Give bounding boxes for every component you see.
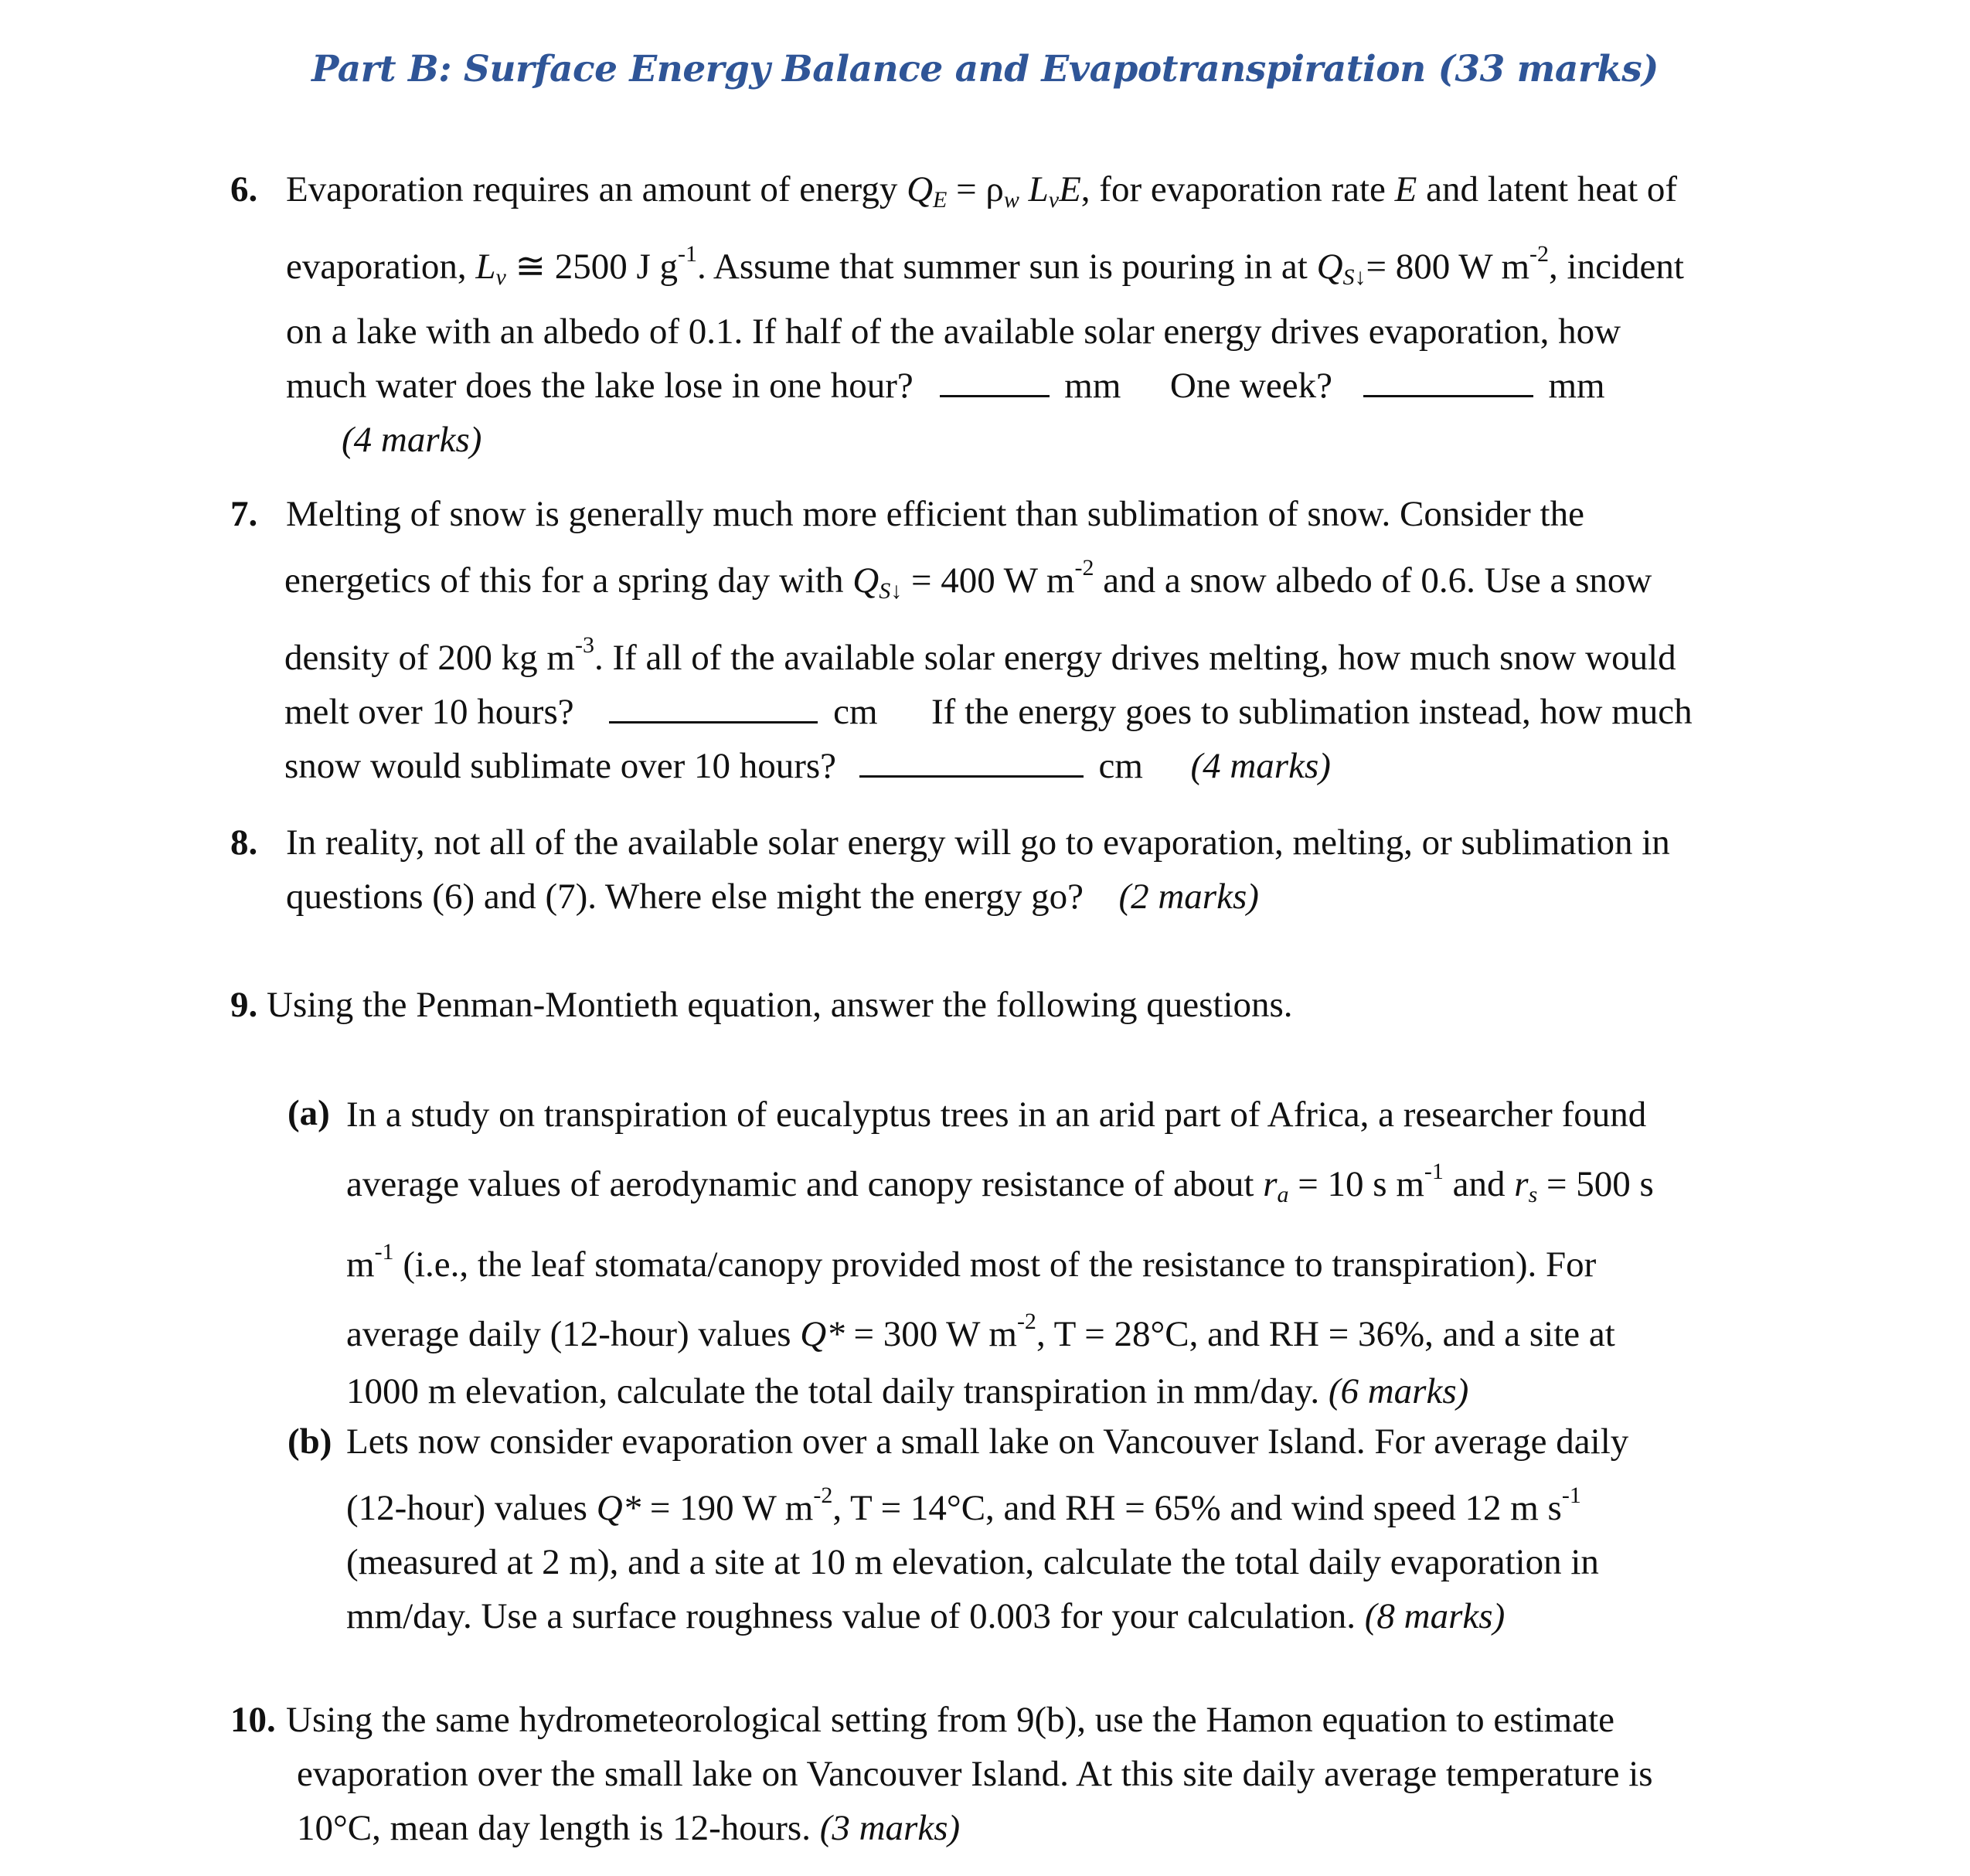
subquestion-label: (a) — [288, 1093, 330, 1133]
question-text-line — [346, 1469, 1799, 1535]
text: energetics of this for a spring day with — [284, 560, 853, 601]
question-text-line: Lets now consider evaporation over a small lake on Vancouver Island. For average daily — [346, 1421, 1629, 1462]
marks-label: (2 marks) — [1118, 877, 1259, 917]
question-text-line — [230, 978, 1776, 1032]
subscript: S↓ — [879, 578, 903, 604]
text: . If all of the available solar energy drives melting, how much snow would — [594, 638, 1676, 678]
text: questions (6) and (7). Where else might the energy go? — [286, 877, 1084, 917]
subscript: s — [1528, 1182, 1538, 1207]
symbol-l: L — [1019, 169, 1049, 209]
symbol-q: Q — [907, 169, 934, 209]
question-text-line: on a lake with an albedo of 0.1. If half of the available solar energy drives evaporation, how — [286, 312, 1621, 352]
subscript: w — [1003, 187, 1019, 213]
subscript: a — [1277, 1182, 1289, 1207]
subquestion-label: (b) — [288, 1421, 332, 1462]
text: = 190 W m — [641, 1488, 814, 1528]
text: snow would sublimate over 10 hours? — [284, 746, 837, 786]
answer-blank-hour[interactable] — [940, 364, 1050, 397]
text: (i.e., the leaf stomata/canopy provided most of the resistance to transpiration). For — [393, 1244, 1597, 1285]
question-text-line — [346, 1143, 1799, 1224]
unit-label: mm — [1548, 366, 1605, 406]
superscript: -1 — [678, 241, 697, 267]
question-text-line — [284, 685, 1791, 739]
text: ≅ 2500 J g — [505, 247, 678, 287]
unit-label: cm — [1098, 746, 1143, 786]
question-text-line — [346, 1293, 1799, 1363]
marks-label: (8 marks) — [1364, 1596, 1506, 1636]
marks-label: (6 marks) — [1328, 1371, 1469, 1411]
question-text-line — [284, 541, 1791, 618]
marks-label: (4 marks) — [1190, 746, 1331, 786]
symbol-l: L — [475, 247, 496, 287]
text: 1000 m elevation, calculate the total daily transpiration in mm/day. — [346, 1371, 1329, 1411]
text: One week? — [1169, 366, 1332, 406]
text: melt over 10 hours? — [284, 692, 574, 732]
text: mm/day. Use a surface roughness value of 0.003 for your calculation. — [346, 1596, 1365, 1636]
answer-blank-week[interactable] — [1363, 364, 1533, 397]
subscript: E — [933, 187, 948, 213]
text: = ρ — [947, 169, 1004, 209]
page-title: Part B: Surface Energy Balance and Evapotranspiration (33 marks) — [311, 48, 1659, 90]
text: (12-hour) values — [346, 1488, 597, 1528]
question-text-line — [346, 1363, 1799, 1420]
superscript: -3 — [574, 632, 594, 658]
marks-label: (4 marks) — [342, 420, 482, 460]
symbol-e: E — [1394, 169, 1417, 209]
question-number: 9. — [230, 985, 258, 1025]
superscript: -1 — [1424, 1159, 1444, 1184]
question-text-line: Using the same hydrometeorological setting from 9(b), use the Hamon equation to estimate — [286, 1700, 1614, 1740]
subscript: v — [1048, 187, 1060, 213]
text: , for evaporation rate — [1080, 169, 1395, 209]
text: and a snow albedo of 0.6. Use a snow — [1094, 560, 1652, 601]
text: = 800 W m — [1366, 247, 1530, 287]
text: average daily (12-hour) values — [346, 1314, 801, 1354]
text: . Assume that summer sun is pouring in at — [697, 247, 1317, 287]
question-text-line — [286, 227, 1793, 305]
text: and latent heat of — [1417, 169, 1678, 209]
question-text-line — [346, 1589, 1799, 1643]
superscript: -2 — [813, 1483, 833, 1508]
text: Evaporation requires an amount of energy — [286, 169, 907, 209]
question-text-line — [286, 359, 1793, 413]
question-text-line: In reality, not all of the available solar energy will go to evaporation, melting, or sublimation in — [286, 822, 1670, 863]
question-number: 8. — [230, 822, 258, 863]
superscript: -1 — [1561, 1483, 1581, 1508]
subscript: S↓ — [1342, 264, 1366, 290]
question-text-line: In a study on transpiration of eucalyptus trees in an arid part of Africa, a researcher found — [346, 1095, 1647, 1135]
text: = 10 s m — [1288, 1164, 1424, 1204]
text: If the energy goes to sublimation instead, how much — [931, 692, 1693, 732]
superscript: -1 — [374, 1239, 394, 1265]
superscript: -2 — [1016, 1309, 1036, 1334]
unit-label: cm — [833, 692, 878, 732]
question-text-line — [286, 162, 1793, 227]
question-text-line — [346, 1224, 1799, 1293]
superscript: -2 — [1529, 241, 1550, 267]
text: m — [346, 1244, 375, 1285]
text: , T = 28°C, and RH = 36%, and a site at — [1036, 1314, 1615, 1354]
text: 10°C, mean day length is 12-hours. — [297, 1808, 820, 1848]
question-text-line — [286, 870, 1793, 924]
superscript: -2 — [1074, 555, 1094, 581]
marks-label: (3 marks) — [819, 1808, 961, 1848]
text: density of 200 kg m — [284, 638, 575, 678]
question-number: 7. — [230, 494, 258, 534]
unit-label: mm — [1064, 366, 1121, 406]
subscript: v — [495, 264, 506, 290]
question-text-line — [284, 618, 1791, 685]
symbol-r: r — [1263, 1164, 1278, 1204]
question-9 — [230, 978, 1776, 1032]
text: much water does the lake lose in one hour? — [286, 366, 914, 406]
text: = 300 W m — [844, 1314, 1017, 1354]
text: , incident — [1549, 247, 1684, 287]
symbol-r: r — [1514, 1164, 1529, 1204]
symbol-q-star: Q* — [800, 1314, 845, 1354]
question-text-line: Melting of snow is generally much more efficient than sublimation of snow. Consider the — [286, 494, 1584, 534]
text: = 500 s — [1537, 1164, 1654, 1204]
text: Using the Penman-Montieth equation, answer the following questions. — [267, 985, 1293, 1025]
question-text-line — [286, 1801, 1793, 1855]
question-number: 6. — [230, 169, 258, 209]
question-number: 10. — [230, 1700, 276, 1740]
answer-blank-melt[interactable] — [609, 690, 818, 724]
symbol-q-star: Q* — [596, 1488, 641, 1528]
answer-blank-sublimate[interactable] — [859, 744, 1084, 778]
question-text-line: evaporation over the small lake on Vancouver Island. At this site daily average temperature is — [297, 1754, 1653, 1794]
question-text-line — [284, 739, 1791, 793]
symbol-e: E — [1059, 169, 1081, 209]
text: evaporation, — [286, 247, 476, 287]
text: , T = 14°C, and RH = 65% and wind speed 12 m s — [832, 1488, 1562, 1528]
question-text-line: (measured at 2 m), and a site at 10 m elevation, calculate the total daily evaporation in — [346, 1542, 1599, 1582]
text: average values of aerodynamic and canopy resistance of about — [346, 1164, 1264, 1204]
text: and — [1443, 1164, 1515, 1204]
text: = 400 W m — [902, 560, 1075, 601]
symbol-q: Q — [852, 560, 880, 601]
symbol-q: Q — [1316, 247, 1343, 287]
